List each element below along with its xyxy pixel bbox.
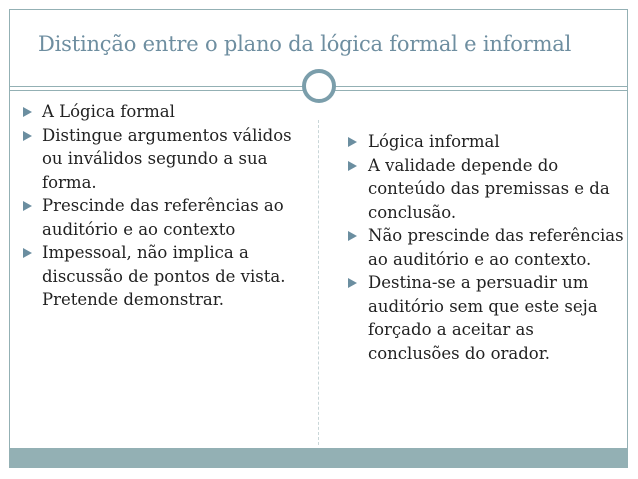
list-item-text: A Lógica formal (42, 102, 175, 121)
slide-title: Distinção entre o plano da lógica formal e informal (38, 32, 572, 56)
list-item-text: Não prescinde das referências ao auditório e ao contexto. (368, 226, 624, 269)
list-item (10, 100, 310, 124)
list-item-text: A validade depende do conteúdo das premissas e da conclusão. (368, 155, 610, 222)
list-item (336, 130, 626, 154)
list-item (10, 194, 310, 241)
list-item-text: Destina-se a persuadir um auditório sem que este seja forçado a aceitar as conclusões do orador. (368, 273, 598, 363)
list-item-text: Distingue argumentos válidos ou inválidos segundo a sua forma. (42, 125, 292, 192)
triangle-bullet-icon (23, 131, 32, 141)
list-item (10, 124, 310, 195)
triangle-bullet-icon (23, 107, 32, 117)
list-item (10, 241, 310, 312)
triangle-bullet-icon (348, 137, 357, 147)
list-item (336, 224, 626, 271)
triangle-bullet-icon (23, 248, 32, 258)
ring-icon (302, 69, 336, 103)
right-column-list (336, 130, 626, 365)
triangle-bullet-icon (348, 161, 357, 171)
column-divider (318, 120, 319, 445)
list-item (336, 154, 626, 225)
left-column-list (10, 100, 310, 312)
triangle-bullet-icon (23, 201, 32, 211)
list-item-text: Impessoal, não implica a discussão de pontos de vista. Pretende demonstrar. (42, 243, 286, 309)
bottom-band (9, 448, 628, 467)
list-item-text: Lógica informal (368, 132, 500, 151)
list-item (336, 271, 626, 365)
triangle-bullet-icon (348, 278, 357, 288)
triangle-bullet-icon (348, 231, 357, 241)
list-item-text: Prescinde das referências ao auditório e ao contexto (42, 196, 284, 239)
